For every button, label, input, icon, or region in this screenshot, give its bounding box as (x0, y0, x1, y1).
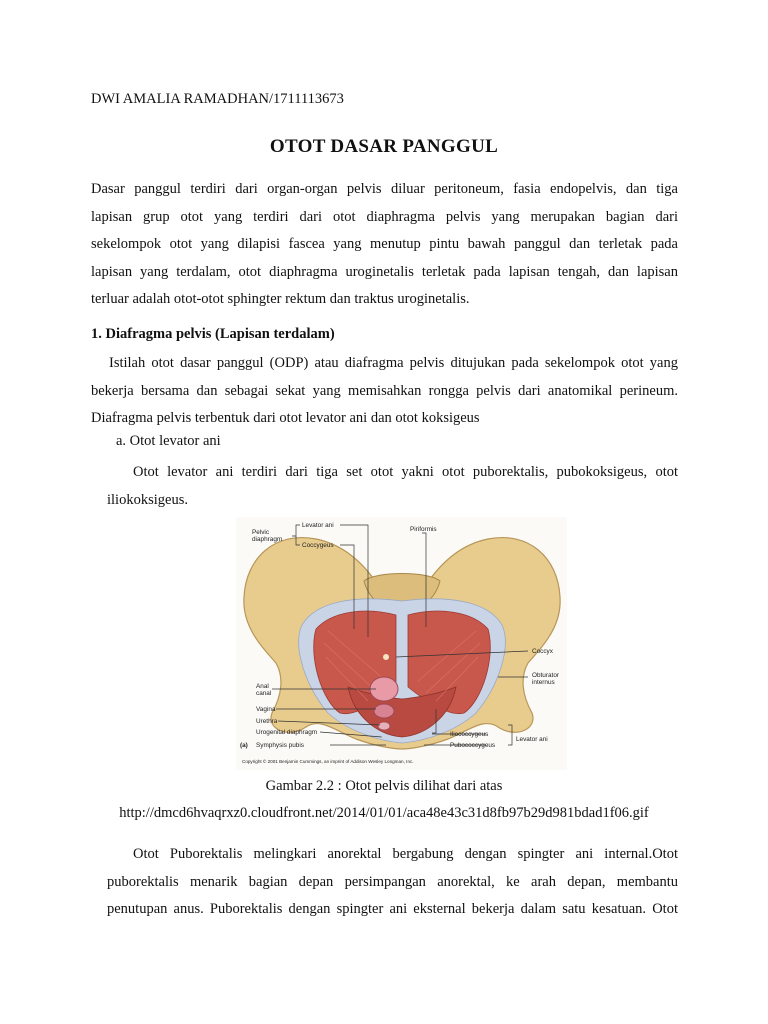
figure-label: Levator ani (516, 736, 548, 743)
figure-label: Iliococcygeus (450, 731, 489, 738)
figure-label: Piriformis (410, 526, 437, 533)
figure-label: Coccygeus (302, 542, 334, 549)
puborektalis-line: penutupan anus. Puborektalis dengan spingter ani eksternal bekerja dalam satu kesatuan. Otot (107, 901, 678, 917)
levator-line: Otot levator ani terdiri dari tiga set otot yakni otot puborektalis, pubokoksigeus, otot (133, 464, 678, 480)
puborektalis-line: puborektalis menarik bagian depan persimpangan anorektal, ke arah depan, membantu (107, 873, 678, 890)
figure-label: Anal (256, 683, 269, 690)
coccyx-point (383, 654, 389, 660)
figure-label: canal (256, 690, 272, 697)
figure-label: diaphragm (252, 536, 283, 543)
figure-source-url: http://dmcd6hvaqrxz0.cloudfront.net/2014/01/01/aca48e43c31d8fb97b29d981bdad1f06.gif (119, 805, 649, 821)
figure-label: Pubococcygeus (450, 742, 496, 749)
intro-paragraph (91, 176, 678, 314)
figure-caption: Gambar 2.2 : Otot pelvis dilihat dari atas (265, 778, 503, 794)
subitem-heading: a. Otot levator ani (116, 433, 221, 449)
section1-line: bekerja bersama dan sebagai sekat yang memisahkan rongga pelvis dari anatomikal perineum. (91, 382, 678, 399)
pelvis-illustration (236, 517, 567, 770)
page-title: OTOT DASAR PANGGUL (269, 136, 499, 157)
intro-line: terluar adalah otot-otot sphingter rektum dan traktus uroginetalis. (91, 291, 470, 307)
figure-label: Vagina (256, 706, 276, 713)
figure-label: Obturator (532, 672, 559, 679)
intro-line: Dasar panggul terdiri dari organ-organ pelvis diluar peritoneum, fasia endopelvis, dan tiga (91, 181, 678, 197)
figure-copyright: Copyright © 2001 Benjamin Cummings, an imprint of Addison Wesley Longman, Inc. (242, 759, 414, 764)
figure-label: Symphysis pubis (256, 742, 304, 749)
section1-line: Istilah otot dasar panggul (ODP) atau diafragma pelvis ditujukan pada sekelompok otot yang (109, 355, 678, 371)
urethra-opening (378, 722, 390, 730)
author-line: DWI AMALIA RAMADHAN/1711113673 (91, 91, 344, 107)
figure-label: internus (532, 679, 555, 686)
intro-line: sekelompok otot yang dilapisi fascea yang menutup pintu bawah panggul dan terletak pada (91, 236, 678, 252)
figure-label: Urethra (256, 718, 278, 725)
puborektalis-paragraph (107, 841, 678, 924)
figure-label: Coccyx (532, 648, 553, 655)
puborektalis-line: Otot Puborektalis melingkari anorektal bergabung dengan spingter ani internal.Otot (133, 846, 678, 862)
intro-line: lapisan grup otot yang terdiri dari otot diaphragma pelvis yang merupakan bagian dari (91, 208, 678, 225)
vagina-opening (374, 704, 394, 718)
pelvic-floor-figure (236, 517, 567, 770)
section1-paragraph (91, 350, 678, 433)
section-heading: 1. Diafragma pelvis (Lapisan terdalam) (91, 326, 335, 342)
levator-paragraph (107, 459, 678, 514)
figure-panel-letter: (a) (240, 742, 248, 749)
figure-label: Urogenital diaphragm (256, 729, 318, 736)
section1-line: Diafragma pelvis terbentuk dari otot levator ani dan otot koksigeus (91, 410, 480, 426)
figure-label: Levator ani (302, 522, 334, 529)
intro-line: lapisan yang terdalam, otot diaphragma uroginetalis terletak pada lapisan tengah, dan lapisan (91, 263, 678, 280)
figure-label: Pelvic (252, 529, 270, 536)
levator-line: iliokoksigeus. (107, 491, 188, 508)
